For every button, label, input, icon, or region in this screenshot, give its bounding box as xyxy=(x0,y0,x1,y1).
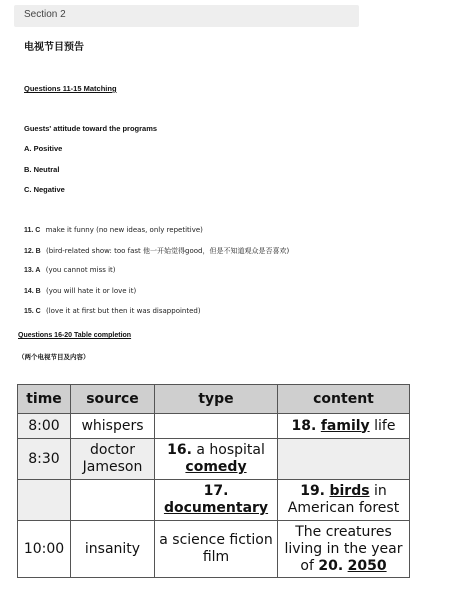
answer-item: 13. A (you cannot miss it) xyxy=(24,266,116,274)
table-row xyxy=(18,439,410,480)
column-header-source: source xyxy=(71,385,155,414)
program-table xyxy=(17,384,410,578)
answer-item: 14. B (you will hate it or love it) xyxy=(24,287,137,295)
type-cell: a science fiction film xyxy=(155,521,278,578)
column-header-content: content xyxy=(278,385,410,414)
section-label: Section 2 xyxy=(24,9,66,20)
type-cell: 17. documentary xyxy=(155,480,278,521)
column-header-type: type xyxy=(155,385,278,414)
matching-heading: Questions 11-15 Matching xyxy=(24,84,117,93)
section-header xyxy=(14,5,359,27)
time-cell: 8:00 xyxy=(18,414,71,439)
source-cell xyxy=(71,480,155,521)
content-cell: 18. family life xyxy=(278,414,410,439)
source-cell: whispers xyxy=(71,414,155,439)
option-positive: A. Positive xyxy=(24,144,63,153)
option-neutral: B. Neutral xyxy=(24,165,60,174)
time-cell xyxy=(18,480,71,521)
option-negative: C. Negative xyxy=(24,185,65,194)
table-row xyxy=(18,521,410,578)
source-cell: insanity xyxy=(71,521,155,578)
time-cell: 10:00 xyxy=(18,521,71,578)
table-subheading: （两个电视节目及内容） xyxy=(18,353,90,361)
type-cell: 16. a hospital comedy xyxy=(155,439,278,480)
source-cell: doctor Jameson xyxy=(71,439,155,480)
answer-item: 12. B (bird-related show: too fast 他一开始觉得good，但是不知道观众是否喜欢) xyxy=(24,247,290,255)
content-cell: The creatures living in the year of 20. 2050 xyxy=(278,521,410,578)
table-heading: Questions 16-20 Table completion xyxy=(18,332,132,339)
time-cell: 8:30 xyxy=(18,439,71,480)
column-header-time: time xyxy=(18,385,71,414)
table-row xyxy=(18,480,410,521)
answer-item: 11. C make it funny (no new ideas, only repetitive) xyxy=(24,226,203,234)
content-cell: 19. birds in American forest xyxy=(278,480,410,521)
table-header-row xyxy=(18,385,410,414)
content-cell xyxy=(278,439,410,480)
page-title: 电视节目预告 xyxy=(24,42,84,53)
attitude-title: Guests' attitude toward the programs xyxy=(24,124,158,133)
answer-item: 15. C (love it at first but then it was disappointed) xyxy=(24,307,201,315)
type-cell xyxy=(155,414,278,439)
table-row xyxy=(18,414,410,439)
